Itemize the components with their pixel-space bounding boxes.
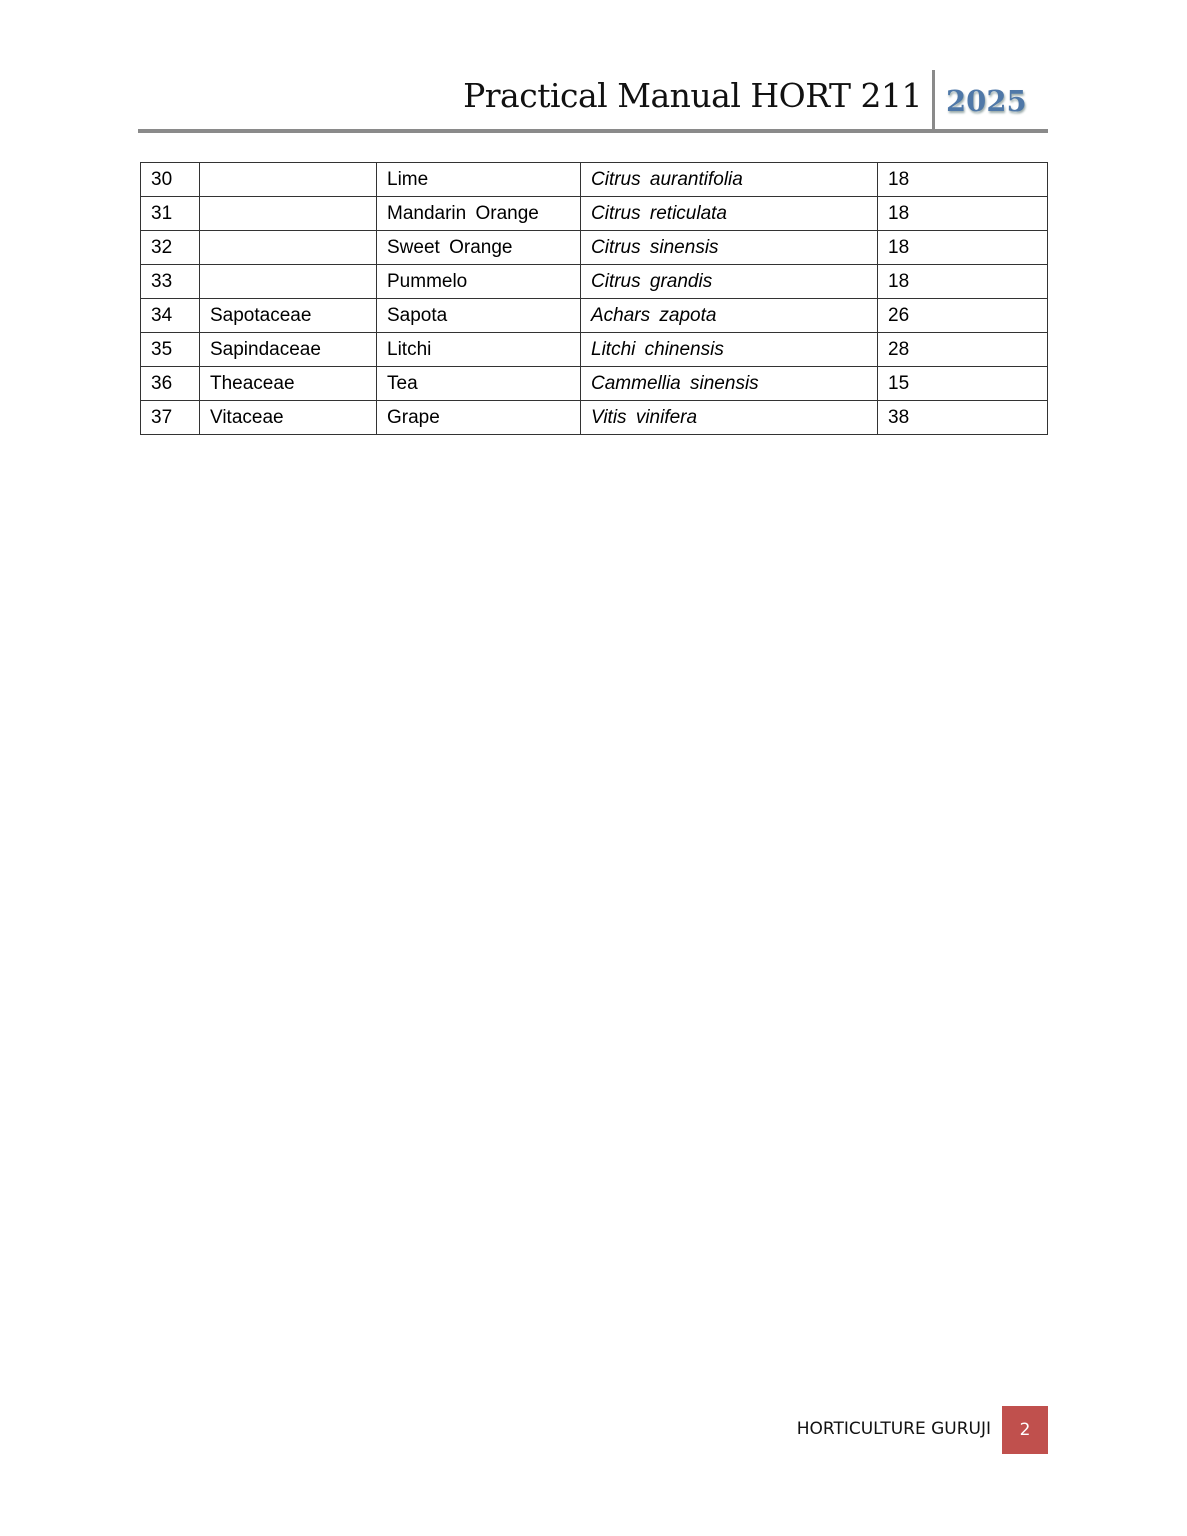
common-name-cell: Litchi xyxy=(377,333,581,367)
chromosome-number-cell: 26 xyxy=(878,299,1048,333)
family-cell: Theaceae xyxy=(200,367,377,401)
chromosome-number-cell: 18 xyxy=(878,163,1048,197)
scientific-name-cell: Vitis vinifera xyxy=(581,401,878,435)
header-divider xyxy=(932,70,935,132)
common-name-cell: Pummelo xyxy=(377,265,581,299)
common-name-cell: Tea xyxy=(377,367,581,401)
family-cell xyxy=(200,163,377,197)
header-year: 2025 xyxy=(946,84,1027,118)
serial-number-cell: 33 xyxy=(141,265,200,299)
table-row xyxy=(141,265,1048,299)
table-row xyxy=(141,197,1048,231)
serial-number-cell: 35 xyxy=(141,333,200,367)
scientific-name-cell: Citrus reticulata xyxy=(581,197,878,231)
header-title: Practical Manual HORT 211 xyxy=(463,76,922,115)
fruit-crops-table xyxy=(140,162,1048,435)
page-number: 2 xyxy=(1002,1406,1048,1454)
scientific-name-cell: Citrus grandis xyxy=(581,265,878,299)
common-name-cell: Mandarin Orange xyxy=(377,197,581,231)
serial-number-cell: 31 xyxy=(141,197,200,231)
chromosome-number-cell: 15 xyxy=(878,367,1048,401)
serial-number-cell: 37 xyxy=(141,401,200,435)
chromosome-number-cell: 18 xyxy=(878,265,1048,299)
chromosome-number-cell: 38 xyxy=(878,401,1048,435)
table-row xyxy=(141,333,1048,367)
family-cell xyxy=(200,265,377,299)
family-cell: Sapotaceae xyxy=(200,299,377,333)
table-row xyxy=(141,401,1048,435)
scientific-name-cell: Citrus sinensis xyxy=(581,231,878,265)
family-cell: Sapindaceae xyxy=(200,333,377,367)
table-row xyxy=(141,299,1048,333)
scientific-name-cell: Citrus aurantifolia xyxy=(581,163,878,197)
scientific-name-cell: Cammellia sinensis xyxy=(581,367,878,401)
serial-number-cell: 34 xyxy=(141,299,200,333)
serial-number-cell: 30 xyxy=(141,163,200,197)
family-cell xyxy=(200,197,377,231)
scientific-name-cell: Achars zapota xyxy=(581,299,878,333)
serial-number-cell: 32 xyxy=(141,231,200,265)
header-rule xyxy=(138,129,1048,133)
common-name-cell: Sapota xyxy=(377,299,581,333)
common-name-cell: Grape xyxy=(377,401,581,435)
chromosome-number-cell: 18 xyxy=(878,197,1048,231)
common-name-cell: Sweet Orange xyxy=(377,231,581,265)
family-cell: Vitaceae xyxy=(200,401,377,435)
table-row xyxy=(141,163,1048,197)
chromosome-number-cell: 28 xyxy=(878,333,1048,367)
common-name-cell: Lime xyxy=(377,163,581,197)
table-row xyxy=(141,367,1048,401)
scientific-name-cell: Litchi chinensis xyxy=(581,333,878,367)
table-row xyxy=(141,231,1048,265)
serial-number-cell: 36 xyxy=(141,367,200,401)
footer-text: HORTICULTURE GURUJI xyxy=(796,1419,991,1439)
chromosome-number-cell: 18 xyxy=(878,231,1048,265)
family-cell xyxy=(200,231,377,265)
